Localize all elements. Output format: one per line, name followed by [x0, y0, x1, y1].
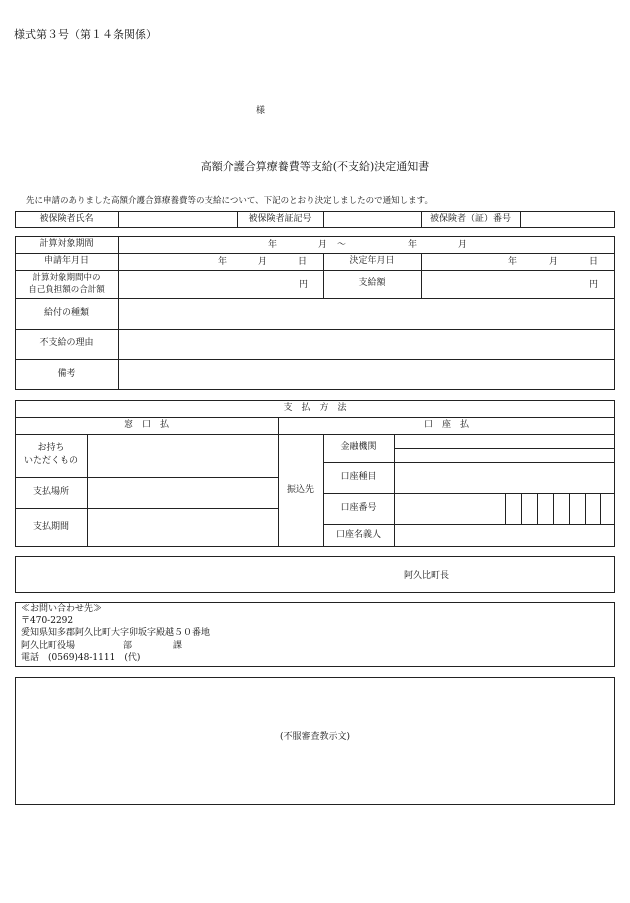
period-month: 月: [318, 240, 328, 250]
items-to-bring-line1: お持ち: [37, 443, 65, 453]
insured-name-label: 被保険者氏名: [39, 213, 94, 224]
account-holder-label: 口座名義人: [335, 529, 381, 540]
payment-method-header: 支 払 方 法: [283, 402, 347, 413]
account-payment-header: 口 座 払: [423, 419, 469, 430]
document-title: 高額介護合算療養費等支給(不支給)決定通知書: [200, 160, 430, 173]
insured-number-label: 被保険者（証）番号: [429, 213, 511, 224]
decision-date-label: 決定年月日: [349, 255, 395, 266]
benefit-type-label: 給付の種類: [43, 307, 89, 318]
self-burden-label-line2: 自己負担額の合計額: [28, 285, 105, 295]
contact-office: 阿久比町役場: [21, 641, 76, 651]
application-month: 月: [258, 257, 268, 267]
payment-period-label: 支払期間: [32, 521, 69, 532]
period-label: 計算対象期間: [39, 238, 94, 249]
items-to-bring-line2: いただくもの: [23, 456, 78, 466]
bank-label: 金融機関: [340, 442, 377, 453]
period-month-end: 月: [458, 240, 468, 250]
intro-text: 先に申請のありました高額介護合算療養費等の支給について、下記のとおり決定しましたので通知します。: [26, 196, 433, 206]
application-day: 日: [298, 257, 308, 267]
payment-place-label: 支払場所: [32, 486, 69, 497]
contact-phone: 電話 (0569)48-1111 (代): [21, 653, 141, 663]
self-burden-label: [15, 272, 118, 296]
payment-amount-yen: 円: [589, 280, 599, 290]
items-to-bring-label: [15, 442, 87, 468]
insured-number-field[interactable]: [520, 211, 615, 228]
account-type-label: 口座種目: [340, 471, 377, 482]
issuer-box: [15, 556, 615, 593]
decision-month: 月: [549, 257, 559, 267]
self-burden-label-line1: 計算対象期間中の: [32, 273, 101, 283]
application-date-label: 申請年月日: [43, 255, 89, 266]
period-year-end: 年: [408, 240, 418, 250]
mayor-title: 阿久比町長: [404, 571, 450, 581]
contact-section: 課: [173, 641, 183, 651]
payment-amount-label: 支給額: [358, 278, 386, 289]
insured-cert-field[interactable]: [323, 211, 421, 228]
contact-address: 愛知県知多郡阿久比町大字卯坂字殿越５０番地: [21, 628, 211, 638]
insured-cert-label: 被保険者証記号: [248, 213, 312, 224]
self-burden-yen: 円: [299, 280, 309, 290]
appeal-notice-text: (不服審査教示文): [279, 732, 351, 742]
decision-day: 日: [589, 257, 599, 267]
decision-year: 年: [508, 257, 518, 267]
period-year: 年: [268, 240, 278, 250]
insured-name-field[interactable]: [118, 211, 237, 228]
contact-postal: 〒470-2292: [21, 616, 74, 626]
contact-header: ≪お問い合わせ先≫: [21, 604, 103, 614]
recipient-honorific: 様: [256, 106, 266, 116]
form-number: 様式第３号（第１４条関係）: [14, 28, 157, 41]
non-payment-reason-label: 不支給の理由: [39, 338, 94, 349]
period-tilde: ～: [337, 240, 347, 250]
account-number-label: 口座番号: [340, 502, 377, 513]
contact-dept: 部: [123, 641, 133, 651]
application-year: 年: [218, 257, 228, 267]
counter-payment-header: 窓 口 払: [123, 419, 169, 430]
remarks-label: 備考: [57, 368, 76, 379]
transfer-destination-label: 振込先: [286, 484, 314, 495]
